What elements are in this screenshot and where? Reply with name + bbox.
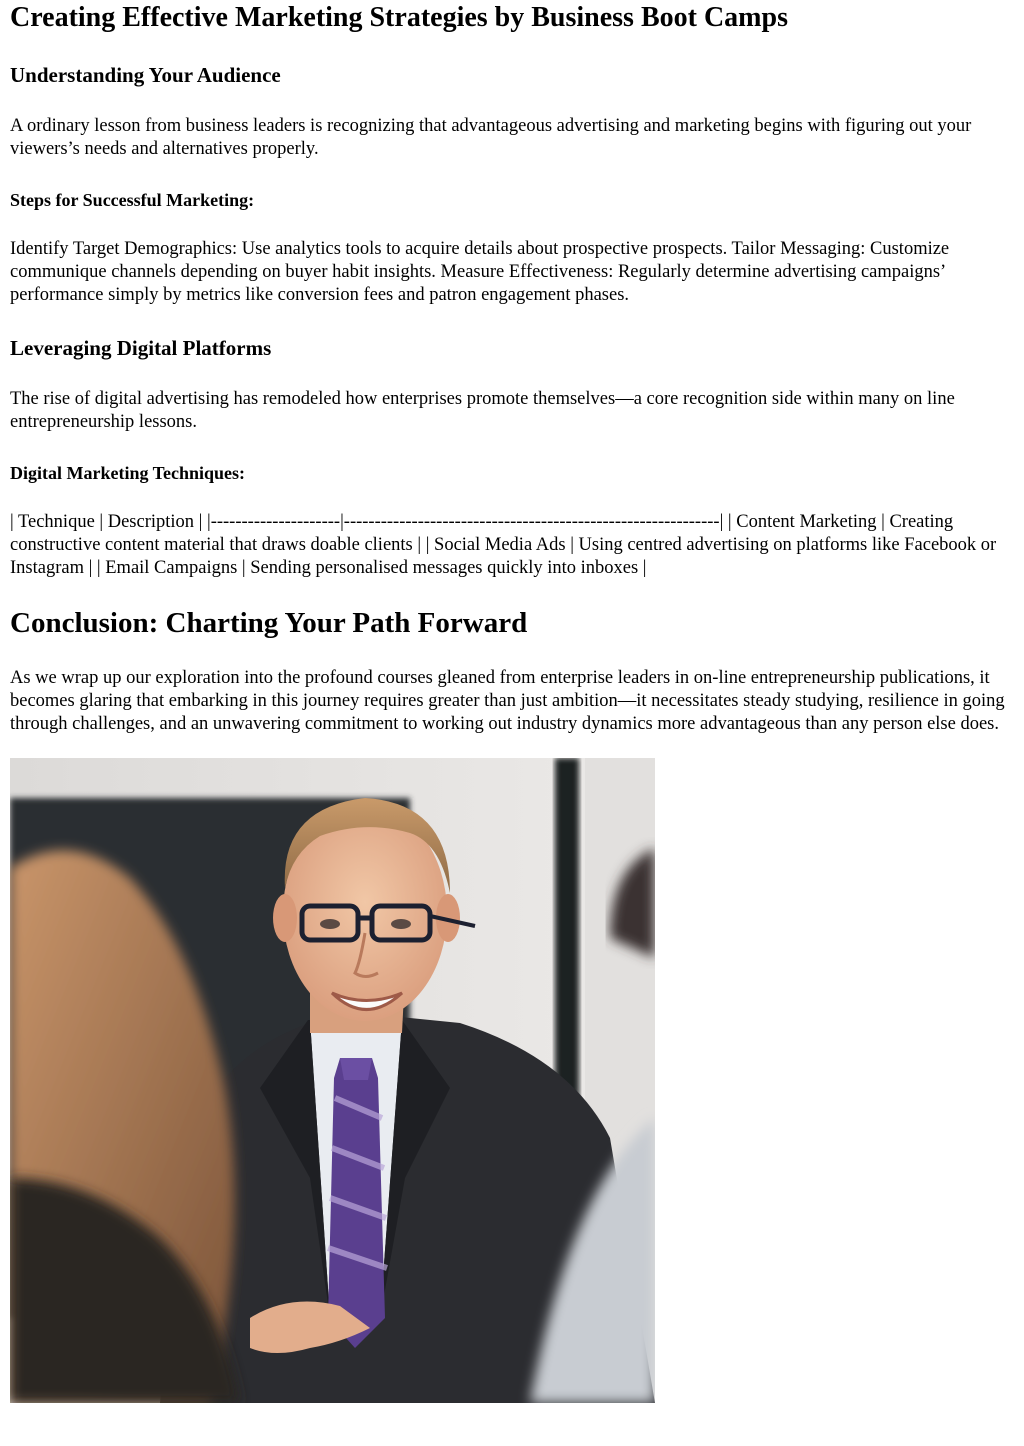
audience-paragraph: A ordinary lesson from business leaders is recognizing that advantageous advertising and marketing begins with figuring out your viewers’s needs and alternatives properly.: [10, 116, 972, 159]
techniques-subheading: Digital Marketing Techniques:: [10, 463, 246, 483]
conclusion-paragraph: As we wrap up our exploration into the profound courses gleaned from enterprise leaders in on-line entrepreneurship publications, it becomes glaring that embarking in this journey requires greater than just ambition—it necessitates steady studying, resilience in going through challenges, and an unwavering commitment to working out industry dynamics more advantageous than any person else does.: [10, 668, 1005, 734]
digital-paragraph: The rise of digital advertising has remodeled how enterprises promote themselves—a core recognition side within many on line entrepreneurship lessons.: [10, 389, 955, 432]
article-title: Creating Effective Marketing Strategies by Business Boot Camps: [10, 2, 788, 33]
steps-subheading: Steps for Successful Marketing:: [10, 190, 255, 210]
techniques-table-text: | Technique | Description | |---------------------|-------------------------------------------------------------| | Content Marketing | Creating constructive content material that draws doable clients | | Social Media Ads | Using centred advertising on platforms like Facebook or Instagram | | Email Campaigns | Sending personalised messages quickly into inboxes |: [10, 512, 997, 578]
section-heading-digital: Leveraging Digital Platforms: [10, 336, 272, 360]
businessman-photo-illustration: [10, 758, 655, 1403]
businessman-photo: [10, 758, 655, 1403]
steps-paragraph: Identify Target Demographics: Use analytics tools to acquire details about prospective prospects. Tailor Messaging: Customize communique channels depending on buyer habit insights. Measure Effectiveness: Regularly determine advertising campaigns’ performance simply by metrics like conversion fees and patron engagement phases.: [10, 239, 950, 305]
conclusion-heading: Conclusion: Charting Your Path Forward: [10, 607, 528, 639]
section-heading-audience: Understanding Your Audience: [10, 63, 281, 87]
